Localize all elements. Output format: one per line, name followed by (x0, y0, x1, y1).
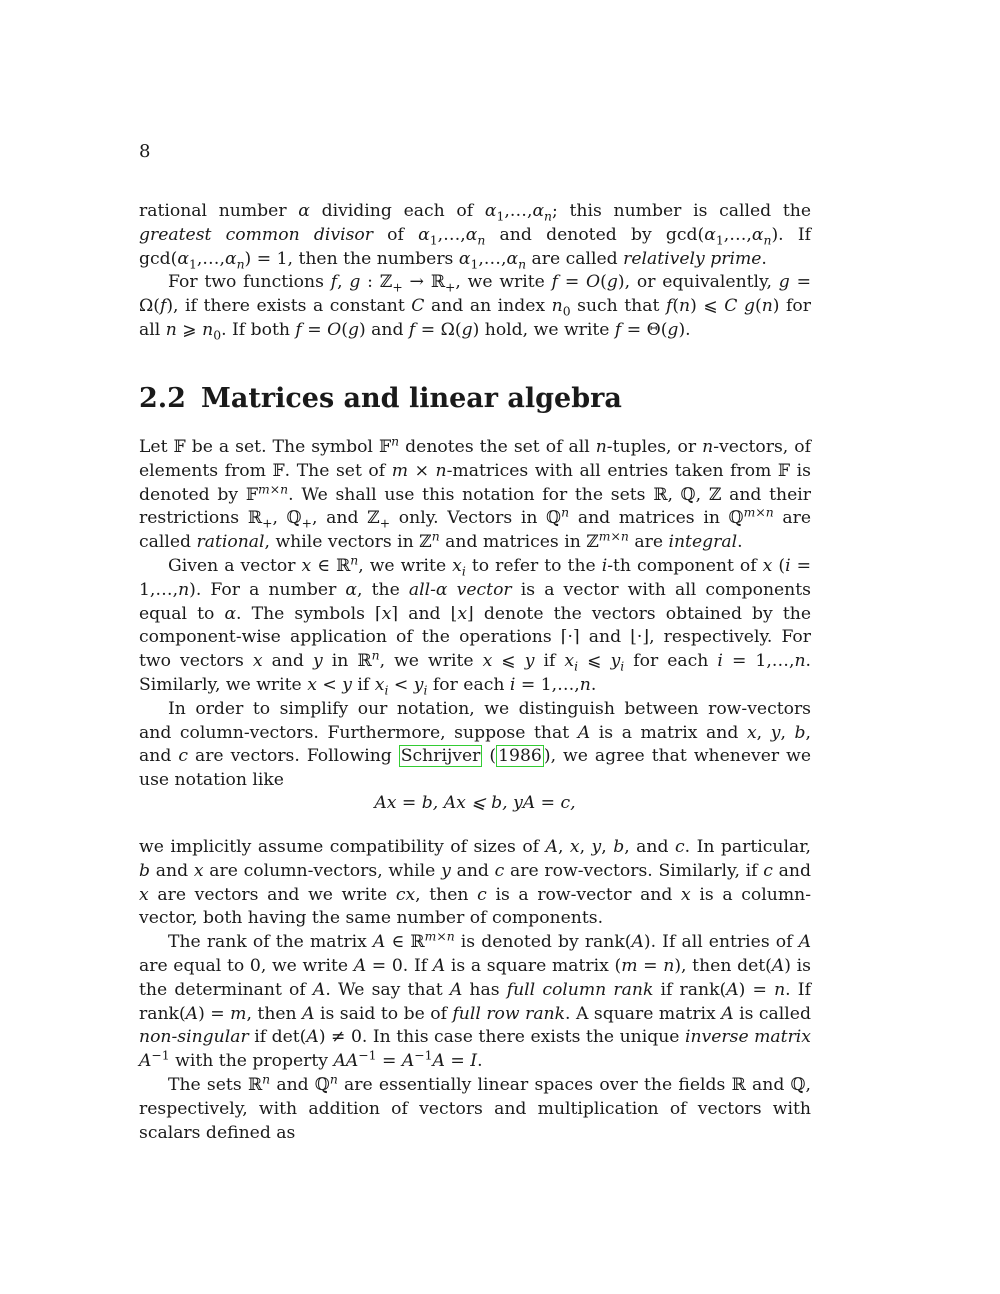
section-title: Matrices and linear algebra (201, 383, 622, 414)
citation-year-link[interactable]: 1986 (498, 746, 542, 767)
section-body-continued (139, 836, 811, 1145)
intro-paragraphs (139, 200, 811, 343)
equation-text: Ax = b, Ax ⩽ b, yA = c, (374, 793, 576, 813)
section-heading (139, 382, 622, 416)
paragraph-linear-spaces: The sets ℝ$^n$ and ℚ$^n$ are essentially linear spaces over the fields ℝ and ℚ, respectively, with addition of vectors and multiplication of vectors with scalars defined as (139, 1072, 812, 1143)
page-number: 8 (139, 141, 151, 162)
paragraph-gcd: rational number α dividing each of $\alpha_1,\dots,\alpha_n$; this number is called the greatest common divisor of $\alpha_1,\dots,\alpha_n$ and denoted by $\gcd(\alpha_1,\dots,\alpha_n)$. If $\gcd(\alpha_1,\dots,\alpha_n) = 1$, then the numbers $\alpha_1,\dots,\alpha_n$ are called relatively prime. (139, 201, 811, 272)
paragraph-row-column: In order to simplify our notation, we distinguish between row-vectors and column-vectors. Furthermore, suppose that A is a matrix and x, y, b, and c are vectors. Following Schrijver ( 1986 ), we agree that whenever we use notation like (139, 698, 811, 791)
section-number: 2.2 (139, 383, 186, 414)
paragraph-big-o: For two functions f, g : ℤ$_+$ → ℝ$_+$, we write f = O(g), or equivalently, g = Ω(f), if there exists a constant C and an index $n_0$ such that f(n) ⩽ C g(n) for all n ⩾ $n_0$. If both f = O(g) and f = Ω(g) hold, we write f = Θ(g). (139, 272, 811, 343)
paragraph-rank: The rank of the matrix A ∈ ℝ$^{m\times n}$ is denoted by rank(A). If all entries of A are equal to 0, we write A = 0. If A is a square matrix (m = n), then det(A) is the determinant of A. We say that A has full column rank if rank(A) = n. If rank(A) = m, then A is said to be of full row rank. A square matrix A is called non-singular if det(A) ≠ 0. In this case there exists the unique inverse matrix $A^{-1}$ with the property $AA^{-1} = A^{-1}A = I$. (139, 929, 811, 1072)
section-body (139, 436, 811, 793)
citation-author-link[interactable]: Schrijver (400, 746, 481, 767)
display-equation (139, 791, 811, 815)
paragraph-compatibility: we implicitly assume compatibility of sizes of A, x, y, b, and c. In particular, b and x are column-vectors, while y and c are row-vectors. Similarly, if c and x are vectors and we write cx, then c is a row-vector and x is a column-vector, both having the same number of components. (139, 837, 812, 929)
paragraph-vector-notation: Given a vector x ∈ ℝ$^n$, we write $x_i$ to refer to the i-th component of x (i = 1,…,n). For a number α, the all-α vector is a vector with all components equal to α. The symbols ⌈x⌉ and ⌊x⌋ denote the vectors obtained by the component-wise application of the operations ⌈·⌉ and ⌊·⌋, respectively. For two vectors x and y in ℝ$^n$, we write x ⩽ y if $x_i$ ⩽ $y_i$ for each i = 1,…,n. Similarly, we write x < y if $x_i < y_i$ for each i = 1,…,n. (139, 553, 812, 698)
paragraph-field-notation: Let 𝔽 be a set. The symbol 𝔽$^n$ denotes the set of all n-tuples, or n-vectors, of elements from 𝔽. The set of m × n-matrices with all entries taken from 𝔽 is denoted by 𝔽$^{m\times n}$. We shall use this notation for the sets ℝ, ℚ, ℤ and their restrictions ℝ$_+$, ℚ$_+$, and ℤ$_+$ only. Vectors in ℚ$^n$ and matrices in ℚ$^{m\times n}$ are called rational, while vectors in ℤ$^n$ and matrices in ℤ$^{m\times n}$ are integral. (139, 434, 812, 553)
